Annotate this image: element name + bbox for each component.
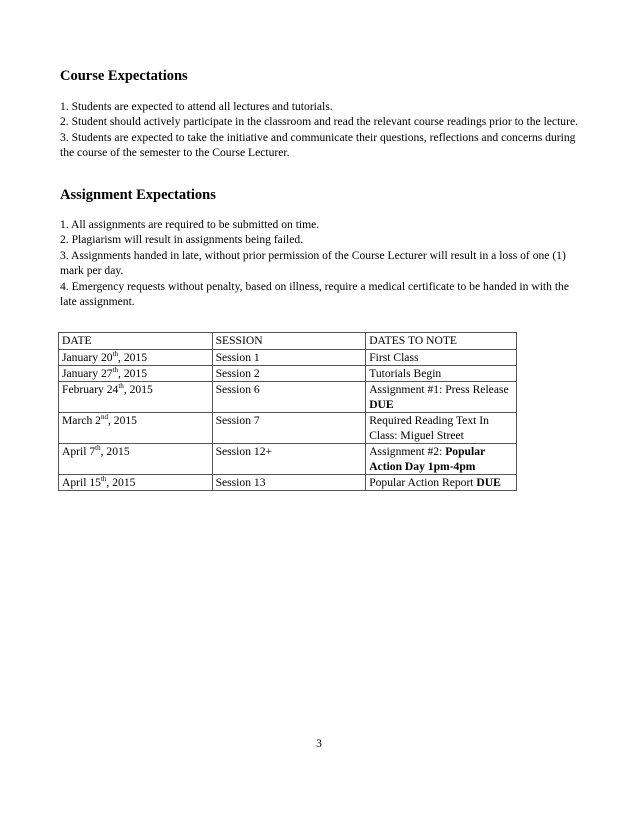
- session-cell: Session 1: [212, 350, 366, 366]
- table-row: [59, 444, 517, 475]
- table-row: [59, 366, 517, 382]
- note-cell: Required Reading Text In Class: Miguel Street: [366, 413, 517, 444]
- assignment-item: 3. Assignments handed in late, without prior permission of the Course Lecturer will result in a loss of one (1) mark per day.: [60, 248, 566, 278]
- table-row: [59, 413, 517, 444]
- date-cell: March 2nd, 2015: [59, 413, 213, 444]
- assignment-expectations-heading: Assignment Expectations: [60, 187, 216, 203]
- table-row: [59, 475, 517, 491]
- note-cell: First Class: [366, 350, 517, 366]
- header-session: SESSION: [212, 333, 366, 350]
- page-number: 3: [316, 737, 322, 750]
- table-row: [59, 382, 517, 413]
- session-cell: Session 12+: [212, 444, 366, 475]
- assignment-item: 4. Emergency requests without penalty, based on illness, require a medical certificate to be handed in with the late assignment.: [60, 279, 569, 309]
- assignment-item: 2. Plagiarism will result in assignments being failed.: [60, 233, 304, 247]
- course-item: 1. Students are expected to attend all lectures and tutorials.: [60, 100, 333, 113]
- course-expectations-list: [60, 99, 580, 161]
- date-cell: April 7th, 2015: [59, 444, 213, 475]
- session-cell: Session 6: [212, 382, 366, 413]
- note-cell: Assignment #1: Press Release DUE: [366, 382, 517, 413]
- note-cell: Assignment #2: Popular Action Day 1pm-4pm: [366, 444, 517, 475]
- assignment-item: 1. All assignments are required to be submitted on time.: [60, 218, 320, 231]
- header-date: DATE: [59, 333, 213, 350]
- session-cell: Session 13: [212, 475, 366, 491]
- date-cell: February 24th, 2015: [59, 382, 213, 413]
- date-cell: January 20th, 2015: [59, 350, 213, 366]
- note-cell: Tutorials Begin: [366, 366, 517, 382]
- session-cell: Session 7: [212, 413, 366, 444]
- date-cell: January 27th, 2015: [59, 366, 213, 382]
- note-cell: Popular Action Report DUE: [366, 475, 517, 491]
- assignment-expectations-list: [60, 217, 580, 309]
- table-row: [59, 350, 517, 366]
- date-cell: April 15th, 2015: [59, 475, 213, 491]
- header-dates-to-note: DATES TO NOTE: [366, 333, 517, 350]
- course-item: 3. Students are expected to take the initiative and communicate their questions, reflections and concerns during the course of the semester to the Course Lecturer.: [60, 130, 576, 160]
- table-header-row: [59, 333, 517, 350]
- session-cell: Session 2: [212, 366, 366, 382]
- course-expectations-heading: Course Expectations: [60, 68, 188, 84]
- course-item: 2. Student should actively participate in the classroom and read the relevant course readings prior to the lecture.: [60, 115, 578, 129]
- schedule-table: [58, 332, 517, 491]
